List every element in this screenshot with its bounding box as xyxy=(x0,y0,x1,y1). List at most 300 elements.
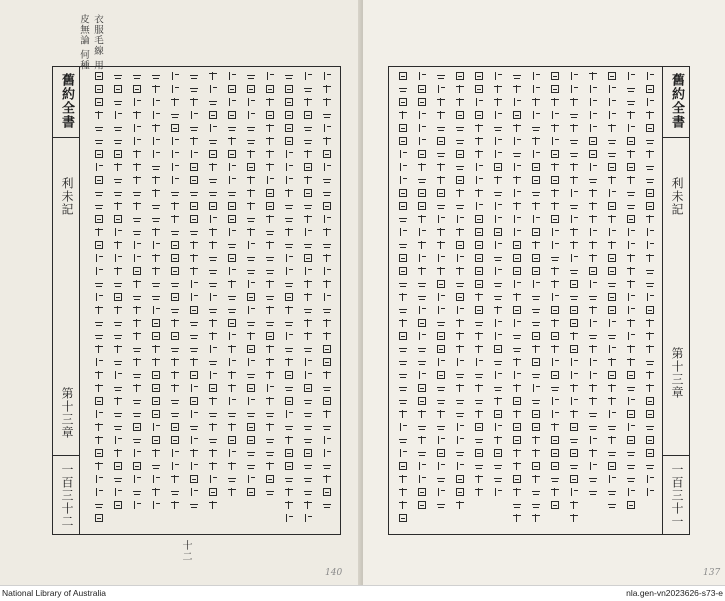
text-glyph xyxy=(322,84,332,94)
text-glyph xyxy=(645,84,655,94)
text-glyph xyxy=(455,461,465,471)
text-glyph xyxy=(227,279,237,289)
text-glyph xyxy=(170,435,180,445)
text-glyph xyxy=(208,201,218,211)
text-glyph xyxy=(246,162,256,172)
text-glyph xyxy=(569,318,579,328)
text-glyph xyxy=(436,175,446,185)
text-glyph xyxy=(417,175,427,185)
text-glyph xyxy=(436,253,446,263)
text-glyph xyxy=(113,383,123,393)
text-glyph xyxy=(151,357,161,367)
text-glyph xyxy=(227,357,237,367)
text-glyph xyxy=(569,279,579,289)
text-glyph xyxy=(208,396,218,406)
text-glyph xyxy=(246,201,256,211)
text-column xyxy=(566,71,582,530)
text-glyph xyxy=(493,396,503,406)
text-glyph xyxy=(417,136,427,146)
text-column xyxy=(433,71,449,530)
text-glyph xyxy=(645,396,655,406)
text-glyph xyxy=(322,253,332,263)
text-glyph xyxy=(550,214,560,224)
text-glyph xyxy=(322,227,332,237)
text-glyph xyxy=(417,71,427,81)
text-glyph xyxy=(493,214,503,224)
text-glyph xyxy=(151,227,161,237)
text-glyph xyxy=(227,305,237,315)
text-glyph xyxy=(493,318,503,328)
text-glyph xyxy=(550,331,560,341)
text-glyph xyxy=(284,500,294,510)
text-glyph xyxy=(227,175,237,185)
text-glyph xyxy=(569,162,579,172)
text-glyph xyxy=(170,97,180,107)
text-glyph xyxy=(455,396,465,406)
text-glyph xyxy=(436,344,446,354)
text-glyph xyxy=(474,409,484,419)
text-glyph xyxy=(531,188,541,198)
text-glyph xyxy=(531,487,541,497)
text-glyph xyxy=(512,123,522,133)
text-glyph xyxy=(322,123,332,133)
text-glyph xyxy=(474,240,484,250)
text-glyph xyxy=(208,188,218,198)
text-glyph xyxy=(398,448,408,458)
text-glyph xyxy=(569,253,579,263)
text-glyph xyxy=(151,331,161,341)
text-glyph xyxy=(607,331,617,341)
text-column xyxy=(148,71,164,530)
text-glyph xyxy=(227,422,237,432)
text-glyph xyxy=(151,435,161,445)
text-glyph xyxy=(493,227,503,237)
text-glyph xyxy=(417,500,427,510)
text-glyph xyxy=(512,214,522,224)
text-glyph xyxy=(645,422,655,432)
text-glyph xyxy=(588,175,598,185)
text-glyph xyxy=(455,474,465,484)
text-glyph xyxy=(189,97,199,107)
text-glyph xyxy=(151,71,161,81)
text-glyph xyxy=(398,331,408,341)
text-glyph xyxy=(265,305,275,315)
text-glyph xyxy=(493,409,503,419)
text-glyph xyxy=(550,474,560,484)
text-glyph xyxy=(607,292,617,302)
text-glyph xyxy=(94,136,104,146)
text-glyph xyxy=(512,513,522,523)
text-glyph xyxy=(322,97,332,107)
text-glyph xyxy=(113,240,123,250)
text-glyph xyxy=(246,136,256,146)
text-glyph xyxy=(493,422,503,432)
text-glyph xyxy=(607,461,617,471)
text-glyph xyxy=(170,487,180,497)
text-glyph xyxy=(265,162,275,172)
text-glyph xyxy=(151,84,161,94)
text-glyph xyxy=(417,305,427,315)
text-glyph xyxy=(626,71,636,81)
text-glyph xyxy=(151,149,161,159)
text-glyph xyxy=(417,240,427,250)
text-glyph xyxy=(455,214,465,224)
text-glyph xyxy=(607,487,617,497)
text-glyph xyxy=(208,149,218,159)
text-glyph xyxy=(531,448,541,458)
text-glyph xyxy=(189,110,199,120)
text-glyph xyxy=(170,370,180,380)
text-glyph xyxy=(170,253,180,263)
text-glyph xyxy=(569,513,579,523)
text-glyph xyxy=(550,500,560,510)
text-glyph xyxy=(94,513,104,523)
text-glyph xyxy=(189,357,199,367)
text-glyph xyxy=(151,266,161,276)
text-glyph xyxy=(512,435,522,445)
text-glyph xyxy=(170,227,180,237)
text-glyph xyxy=(208,214,218,224)
text-glyph xyxy=(531,513,541,523)
text-glyph xyxy=(550,201,560,211)
text-glyph xyxy=(626,279,636,289)
text-glyph xyxy=(227,110,237,120)
text-glyph xyxy=(531,370,541,380)
text-glyph xyxy=(94,383,104,393)
text-glyph xyxy=(607,175,617,185)
text-glyph xyxy=(322,240,332,250)
text-glyph xyxy=(284,487,294,497)
text-glyph xyxy=(531,266,541,276)
text-glyph xyxy=(170,84,180,94)
text-glyph xyxy=(417,318,427,328)
text-glyph xyxy=(398,279,408,289)
text-glyph xyxy=(455,253,465,263)
text-glyph xyxy=(512,448,522,458)
text-glyph xyxy=(417,435,427,445)
text-glyph xyxy=(417,409,427,419)
text-glyph xyxy=(607,188,617,198)
text-column xyxy=(642,71,658,530)
text-glyph xyxy=(531,331,541,341)
text-glyph xyxy=(550,487,560,497)
text-glyph xyxy=(265,435,275,445)
text-glyph xyxy=(531,162,541,172)
text-glyph xyxy=(246,175,256,185)
text-glyph xyxy=(227,162,237,172)
text-glyph xyxy=(417,253,427,263)
text-glyph xyxy=(284,136,294,146)
text-glyph xyxy=(588,123,598,133)
text-glyph xyxy=(645,214,655,224)
text-glyph xyxy=(417,331,427,341)
text-glyph xyxy=(284,396,294,406)
text-glyph xyxy=(227,240,237,250)
text-glyph xyxy=(531,97,541,107)
text-glyph xyxy=(474,188,484,198)
text-glyph xyxy=(151,279,161,289)
text-glyph xyxy=(246,305,256,315)
text-glyph xyxy=(170,318,180,328)
text-column xyxy=(490,71,506,530)
text-glyph xyxy=(645,344,655,354)
text-glyph xyxy=(626,435,636,445)
text-glyph xyxy=(398,227,408,237)
right-page xyxy=(363,0,725,585)
text-glyph xyxy=(645,305,655,315)
text-glyph xyxy=(113,188,123,198)
text-column xyxy=(547,71,563,530)
text-glyph xyxy=(189,461,199,471)
text-glyph xyxy=(398,84,408,94)
text-column xyxy=(509,71,525,530)
text-glyph xyxy=(436,409,446,419)
text-glyph xyxy=(417,214,427,224)
text-glyph xyxy=(170,162,180,172)
text-glyph xyxy=(284,370,294,380)
text-glyph xyxy=(550,318,560,328)
text-glyph xyxy=(284,279,294,289)
text-glyph xyxy=(588,474,598,484)
text-glyph xyxy=(208,422,218,432)
text-glyph xyxy=(113,305,123,315)
text-glyph xyxy=(208,331,218,341)
text-glyph xyxy=(550,461,560,471)
text-glyph xyxy=(607,383,617,393)
text-glyph xyxy=(436,227,446,237)
text-glyph xyxy=(132,396,142,406)
text-glyph xyxy=(626,448,636,458)
text-glyph xyxy=(417,474,427,484)
text-glyph xyxy=(132,136,142,146)
text-glyph xyxy=(645,201,655,211)
text-glyph xyxy=(645,357,655,367)
text-glyph xyxy=(170,474,180,484)
text-glyph xyxy=(531,357,541,367)
text-glyph xyxy=(493,474,503,484)
text-glyph xyxy=(189,435,199,445)
text-glyph xyxy=(474,344,484,354)
text-glyph xyxy=(151,292,161,302)
text-glyph xyxy=(607,227,617,237)
text-glyph xyxy=(113,318,123,328)
text-glyph xyxy=(531,240,541,250)
text-glyph xyxy=(132,461,142,471)
text-glyph xyxy=(170,448,180,458)
text-glyph xyxy=(398,97,408,107)
text-glyph xyxy=(436,474,446,484)
text-glyph xyxy=(531,214,541,224)
text-glyph xyxy=(512,266,522,276)
text-glyph xyxy=(626,500,636,510)
text-glyph xyxy=(189,422,199,432)
text-column xyxy=(186,71,202,530)
text-glyph xyxy=(493,136,503,146)
text-glyph xyxy=(417,123,427,133)
text-glyph xyxy=(550,71,560,81)
text-glyph xyxy=(303,71,313,81)
text-glyph xyxy=(512,279,522,289)
text-glyph xyxy=(550,344,560,354)
text-glyph xyxy=(531,292,541,302)
text-glyph xyxy=(170,214,180,224)
text-glyph xyxy=(550,279,560,289)
text-glyph xyxy=(531,123,541,133)
text-glyph xyxy=(189,266,199,276)
text-glyph xyxy=(512,344,522,354)
text-glyph xyxy=(607,214,617,224)
text-glyph xyxy=(189,344,199,354)
text-glyph xyxy=(569,474,579,484)
text-glyph xyxy=(246,266,256,276)
text-glyph xyxy=(474,123,484,133)
text-glyph xyxy=(284,201,294,211)
text-glyph xyxy=(265,422,275,432)
text-glyph xyxy=(398,487,408,497)
text-glyph xyxy=(284,162,294,172)
text-glyph xyxy=(151,97,161,107)
text-glyph xyxy=(208,474,218,484)
text-glyph xyxy=(151,214,161,224)
text-glyph xyxy=(531,409,541,419)
text-glyph xyxy=(246,279,256,289)
text-column xyxy=(91,71,107,530)
text-glyph xyxy=(531,84,541,94)
text-glyph xyxy=(569,227,579,237)
text-glyph xyxy=(151,396,161,406)
text-glyph xyxy=(227,474,237,484)
text-glyph xyxy=(531,136,541,146)
text-glyph xyxy=(303,435,313,445)
text-glyph xyxy=(94,253,104,263)
text-glyph xyxy=(227,487,237,497)
text-glyph xyxy=(303,500,313,510)
text-glyph xyxy=(227,149,237,159)
text-glyph xyxy=(265,136,275,146)
text-glyph xyxy=(303,305,313,315)
text-glyph xyxy=(398,461,408,471)
text-glyph xyxy=(227,435,237,445)
text-glyph xyxy=(607,409,617,419)
text-glyph xyxy=(588,279,598,289)
text-glyph xyxy=(284,435,294,445)
text-glyph xyxy=(170,188,180,198)
text-glyph xyxy=(493,253,503,263)
text-glyph xyxy=(607,84,617,94)
text-glyph xyxy=(455,448,465,458)
text-glyph xyxy=(246,292,256,302)
left-book-name: 利未記 xyxy=(60,177,74,216)
text-glyph xyxy=(436,71,446,81)
text-glyph xyxy=(588,448,598,458)
text-glyph xyxy=(170,344,180,354)
text-glyph xyxy=(398,71,408,81)
text-glyph xyxy=(569,448,579,458)
text-glyph xyxy=(645,110,655,120)
text-glyph xyxy=(531,474,541,484)
text-glyph xyxy=(303,123,313,133)
text-glyph xyxy=(170,201,180,211)
text-glyph xyxy=(588,487,598,497)
text-glyph xyxy=(436,422,446,432)
text-glyph xyxy=(455,266,465,276)
text-glyph xyxy=(132,162,142,172)
text-glyph xyxy=(455,435,465,445)
text-glyph xyxy=(113,201,123,211)
text-glyph xyxy=(151,448,161,458)
top-note: 衣服毛線 用皮無論 何種 xyxy=(78,14,103,71)
text-glyph xyxy=(303,175,313,185)
text-glyph xyxy=(626,318,636,328)
text-glyph xyxy=(113,487,123,497)
text-glyph xyxy=(493,292,503,302)
text-glyph xyxy=(398,500,408,510)
text-glyph xyxy=(607,240,617,250)
text-glyph xyxy=(303,318,313,328)
text-glyph xyxy=(132,71,142,81)
text-glyph xyxy=(588,461,598,471)
text-glyph xyxy=(303,84,313,94)
text-glyph xyxy=(94,344,104,354)
text-glyph xyxy=(569,188,579,198)
text-glyph xyxy=(227,214,237,224)
text-glyph xyxy=(626,84,636,94)
right-book-name: 利未記 xyxy=(670,177,684,216)
text-glyph xyxy=(132,84,142,94)
text-glyph xyxy=(645,175,655,185)
text-glyph xyxy=(512,240,522,250)
text-glyph xyxy=(322,136,332,146)
text-glyph xyxy=(113,136,123,146)
text-glyph xyxy=(569,292,579,302)
text-glyph xyxy=(113,435,123,445)
text-glyph xyxy=(588,240,598,250)
text-glyph xyxy=(94,409,104,419)
text-glyph xyxy=(227,344,237,354)
text-glyph xyxy=(170,136,180,146)
text-glyph xyxy=(569,149,579,159)
text-glyph xyxy=(227,331,237,341)
text-glyph xyxy=(322,162,332,172)
text-glyph xyxy=(322,266,332,276)
text-glyph xyxy=(132,409,142,419)
left-book-title: 舊約全書 xyxy=(59,73,74,129)
text-glyph xyxy=(512,253,522,263)
text-glyph xyxy=(455,344,465,354)
text-glyph xyxy=(493,97,503,107)
text-glyph xyxy=(246,318,256,328)
text-glyph xyxy=(265,253,275,263)
text-glyph xyxy=(588,227,598,237)
text-column xyxy=(129,71,145,530)
text-glyph xyxy=(303,396,313,406)
text-glyph xyxy=(512,396,522,406)
text-glyph xyxy=(512,409,522,419)
text-glyph xyxy=(512,461,522,471)
text-glyph xyxy=(607,162,617,172)
text-glyph xyxy=(189,318,199,328)
text-glyph xyxy=(493,71,503,81)
text-glyph xyxy=(94,474,104,484)
text-glyph xyxy=(588,149,598,159)
text-glyph xyxy=(607,396,617,406)
text-glyph xyxy=(322,318,332,328)
text-column xyxy=(262,71,278,530)
text-glyph xyxy=(398,344,408,354)
text-glyph xyxy=(208,500,218,510)
text-glyph xyxy=(284,84,294,94)
text-glyph xyxy=(626,409,636,419)
